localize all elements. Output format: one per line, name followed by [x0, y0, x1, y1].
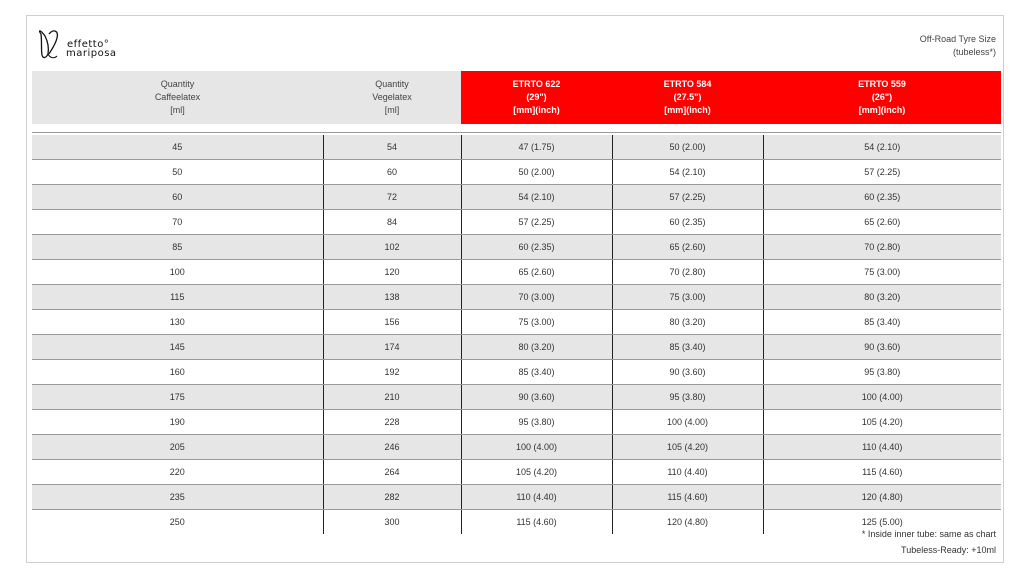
header-row — [32, 71, 1001, 124]
table-cell: 75 (3.00) — [461, 310, 612, 335]
table-body — [32, 135, 1001, 534]
table-row — [32, 435, 1001, 460]
table-cell: 115 (4.60) — [763, 460, 1001, 485]
table-header — [32, 71, 1001, 124]
table-cell: 70 (2.80) — [763, 235, 1001, 260]
table-cell: 90 (3.60) — [763, 335, 1001, 360]
table-cell: 115 (4.60) — [461, 510, 612, 535]
column-header-line: Caffeelatex — [154, 92, 201, 102]
table-cell: 65 (2.60) — [612, 235, 763, 260]
footnote-line-2: Tubeless-Ready: +10ml — [901, 545, 996, 555]
table-row — [32, 360, 1001, 385]
table-cell: 84 — [323, 210, 461, 235]
table-cell: 264 — [323, 460, 461, 485]
table-cell: 57 (2.25) — [461, 210, 612, 235]
table-cell: 190 — [32, 410, 323, 435]
table-cell: 57 (2.25) — [612, 185, 763, 210]
table-row — [32, 235, 1001, 260]
table-cell: 100 — [32, 260, 323, 285]
table-row — [32, 310, 1001, 335]
column-header-line: Vegelatex — [372, 92, 412, 102]
column-header-line: ETRTO 559 — [858, 79, 906, 89]
table-cell: 65 (2.60) — [461, 260, 612, 285]
table-cell: 115 — [32, 285, 323, 310]
logo-line-1: effetto° — [67, 39, 110, 50]
chart-title — [920, 33, 996, 59]
table-cell: 174 — [323, 335, 461, 360]
table-row — [32, 385, 1001, 410]
column-header-line: [mm](inch) — [858, 105, 906, 115]
table-row — [32, 135, 1001, 160]
table-cell: 145 — [32, 335, 323, 360]
column-header-line: ETRTO 584 — [663, 79, 712, 89]
column-header-line: (29") — [526, 92, 547, 102]
table-cell: 210 — [323, 385, 461, 410]
table-cell: 60 — [323, 160, 461, 185]
table-cell: 70 — [32, 210, 323, 235]
column-header-line: (26") — [871, 92, 893, 102]
table-cell: 205 — [32, 435, 323, 460]
table-cell: 47 (1.75) — [461, 135, 612, 160]
table-cell: 54 (2.10) — [612, 160, 763, 185]
column-header-4 — [763, 71, 1001, 124]
table-cell: 50 — [32, 160, 323, 185]
brand-logo-text — [67, 40, 117, 58]
column-header-3 — [612, 71, 763, 124]
table-cell: 85 (3.40) — [612, 335, 763, 360]
column-header-0 — [32, 71, 323, 124]
table-cell: 105 (4.20) — [612, 435, 763, 460]
table-row — [32, 285, 1001, 310]
footnote — [862, 526, 996, 558]
table-cell: 125 (5.00) — [763, 510, 1001, 535]
table-row — [32, 210, 1001, 235]
table-cell: 100 (4.00) — [763, 385, 1001, 410]
table-cell: 100 (4.00) — [612, 410, 763, 435]
table-cell: 60 (2.35) — [763, 185, 1001, 210]
table-cell: 45 — [32, 135, 323, 160]
column-header-2 — [461, 71, 612, 124]
column-header-1 — [323, 71, 461, 124]
table-cell: 192 — [323, 360, 461, 385]
table-cell: 90 (3.60) — [612, 360, 763, 385]
table-cell: 54 — [323, 135, 461, 160]
table-cell: 60 — [32, 185, 323, 210]
table-cell: 110 (4.40) — [763, 435, 1001, 460]
logo-line-2: mariposa — [66, 48, 117, 59]
table-cell: 130 — [32, 310, 323, 335]
table-row — [32, 160, 1001, 185]
table-cell: 75 (3.00) — [763, 260, 1001, 285]
table-cell: 85 — [32, 235, 323, 260]
table-cell: 105 (4.20) — [461, 460, 612, 485]
table-cell: 115 (4.60) — [612, 485, 763, 510]
table-cell: 156 — [323, 310, 461, 335]
table-cell: 60 (2.35) — [461, 235, 612, 260]
column-header-line: (27.5") — [673, 92, 702, 102]
table-cell: 57 (2.25) — [763, 160, 1001, 185]
table-cell: 138 — [323, 285, 461, 310]
table-cell: 246 — [323, 435, 461, 460]
title-line-2: (tubeless*) — [952, 47, 996, 57]
table-cell: 80 (3.20) — [612, 310, 763, 335]
table-cell: 60 (2.35) — [612, 210, 763, 235]
column-header-line: [ml] — [170, 105, 185, 115]
table-row — [32, 460, 1001, 485]
column-header-line: Quantity — [160, 79, 195, 89]
table-row — [32, 335, 1001, 360]
footnote-line-1: * Inside inner tube: same as chart — [861, 529, 996, 539]
table-row — [32, 185, 1001, 210]
table-cell: 175 — [32, 385, 323, 410]
title-line-1: Off-Road Tyre Size — [919, 34, 996, 44]
table-cell: 50 (2.00) — [612, 135, 763, 160]
table-cell: 85 (3.40) — [461, 360, 612, 385]
header-separator — [32, 132, 1001, 133]
table-cell: 120 (4.80) — [612, 510, 763, 535]
table-cell: 85 (3.40) — [763, 310, 1001, 335]
table-row — [32, 410, 1001, 435]
table-cell: 50 (2.00) — [461, 160, 612, 185]
table-cell: 102 — [323, 235, 461, 260]
table-cell: 300 — [323, 510, 461, 535]
table-cell: 80 (3.20) — [763, 285, 1001, 310]
column-header-line: [mm](inch) — [513, 105, 560, 115]
table-cell: 70 (2.80) — [612, 260, 763, 285]
table-row — [32, 510, 1001, 535]
table-cell: 65 (2.60) — [763, 210, 1001, 235]
table-row — [32, 485, 1001, 510]
table-cell: 228 — [323, 410, 461, 435]
table-cell: 100 (4.00) — [461, 435, 612, 460]
table-cell: 105 (4.20) — [763, 410, 1001, 435]
table-cell: 54 (2.10) — [763, 135, 1001, 160]
table-cell: 160 — [32, 360, 323, 385]
column-header-line: [mm](inch) — [664, 105, 711, 115]
table-cell: 95 (3.80) — [461, 410, 612, 435]
table-row — [32, 260, 1001, 285]
table-cell: 75 (3.00) — [612, 285, 763, 310]
column-header-line: ETRTO 622 — [512, 79, 561, 89]
table-cell: 54 (2.10) — [461, 185, 612, 210]
table-cell: 282 — [323, 485, 461, 510]
table-cell: 90 (3.60) — [461, 385, 612, 410]
table-cell: 110 (4.40) — [612, 460, 763, 485]
table-cell: 95 (3.80) — [612, 385, 763, 410]
table-cell: 250 — [169, 517, 185, 527]
table-cell: 120 (4.80) — [763, 485, 1001, 510]
table-cell: 80 (3.20) — [461, 335, 612, 360]
column-header-line: Quantity — [375, 79, 409, 89]
table-cell: 220 — [32, 460, 323, 485]
table-cell: 95 (3.80) — [763, 360, 1001, 385]
table-cell: 110 (4.40) — [461, 485, 612, 510]
table-cell: 235 — [32, 485, 323, 510]
table-cell: 72 — [323, 185, 461, 210]
table-cell: 70 (3.00) — [461, 285, 612, 310]
column-header-line: [ml] — [384, 105, 400, 115]
sealant-table — [32, 135, 1001, 534]
table-cell: 120 — [323, 260, 461, 285]
